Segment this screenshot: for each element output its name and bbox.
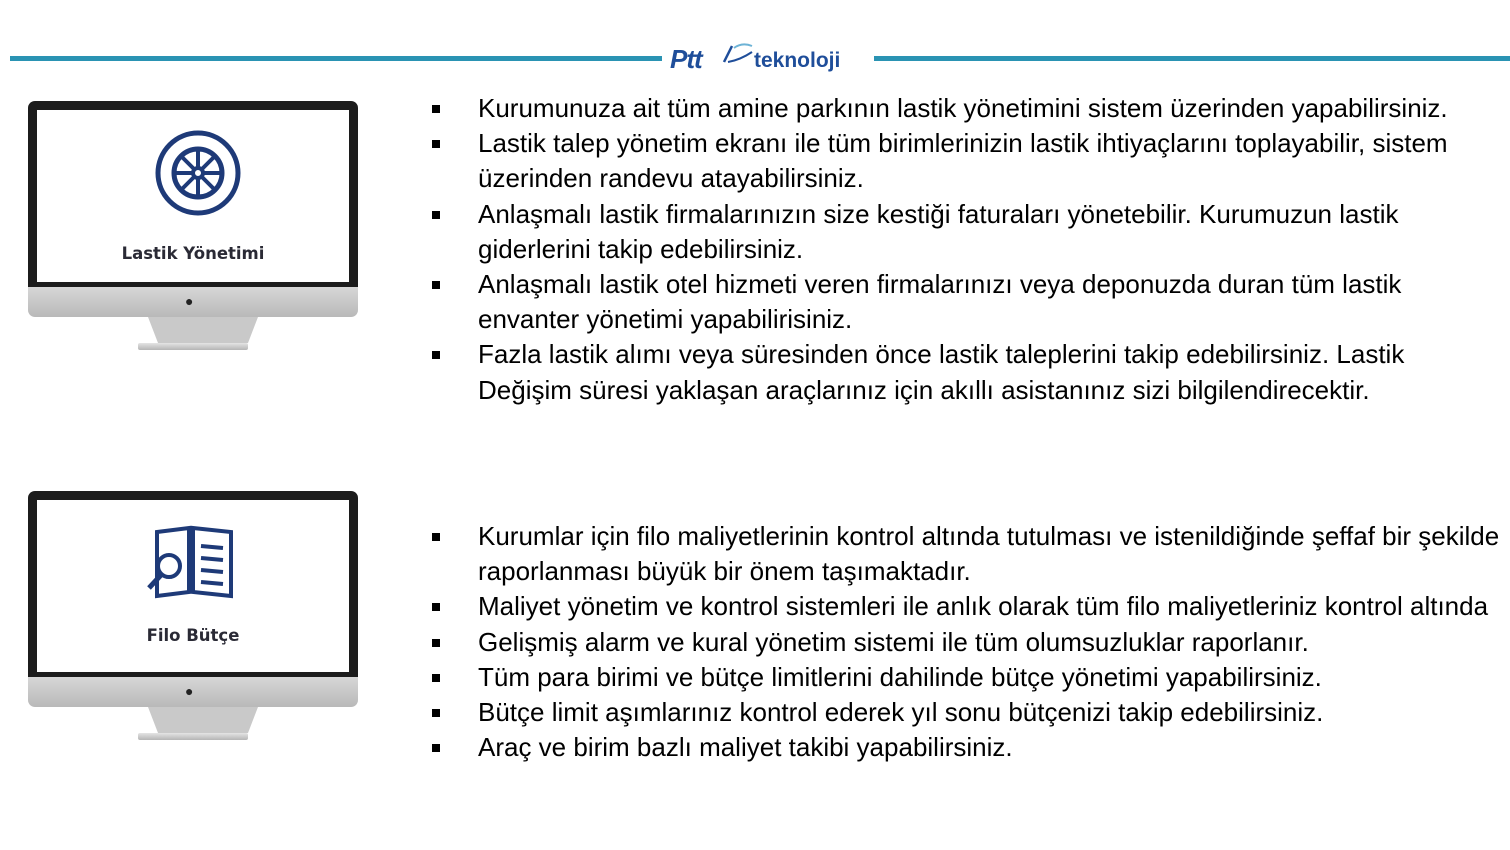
bullet-square-icon [432, 639, 440, 647]
module-label-budget: Filo Bütçe [146, 626, 240, 645]
budget-feature-list [430, 519, 1505, 765]
apple-logo-icon: ● [185, 293, 194, 309]
list-item: Kurumlar için filo maliyetlerinin kontrol altında tutulması ve istenildiğinde şeffaf bir şekilde raporlanması büyük bir önem taşımaktadır. [430, 519, 1505, 589]
list-item: Maliyet yönetim ve kontrol sistemleri ile anlık olarak tüm filo maliyetleriniz kontrol altında [430, 589, 1505, 624]
logo-swoosh-icon [718, 40, 758, 70]
bullet-square-icon [432, 674, 440, 682]
tire-wheel-icon [153, 128, 243, 218]
header-rule-left [10, 56, 662, 61]
monitor-fleet-budget [28, 491, 360, 741]
monitor-stand [148, 707, 258, 733]
list-item: Araç ve birim bazlı maliyet takibi yapabilirsiniz. [430, 730, 1505, 765]
module-label-tire: Lastik Yönetimi [121, 244, 265, 263]
monitor-screen [37, 500, 349, 672]
bullet-square-icon [432, 709, 440, 717]
list-item: Gelişmiş alarm ve kural yönetim sistemi ile tüm olumsuzluklar raporlanır. [430, 625, 1505, 660]
logo-ptt-text: Ptt [670, 44, 702, 74]
tire-feature-list [430, 91, 1505, 408]
document-search-icon [143, 522, 239, 602]
monitor-tire-management [28, 101, 360, 351]
bullet-square-icon [432, 351, 440, 359]
list-item: Tüm para birimi ve bütçe limitlerini dahilinde bütçe yönetimi yapabilirsiniz. [430, 660, 1505, 695]
bullet-square-icon [432, 140, 440, 148]
monitor-screen [37, 110, 349, 282]
monitor-base [138, 343, 248, 350]
apple-logo-icon: ● [185, 683, 194, 699]
logo-teknoloji-text: teknoloji [754, 49, 841, 72]
header-rule-right [874, 56, 1510, 61]
monitor-stand [148, 317, 258, 343]
list-item: Bütçe limit aşımlarınız kontrol ederek yıl sonu bütçenizi takip edebilirsiniz. [430, 695, 1505, 730]
monitor-base [138, 733, 248, 740]
list-item: Anlaşmalı lastik firmalarınızın size kestiği faturaları yönetebilir. Kurumuzun lastik giderlerini takip edebilirsiniz. [430, 197, 1505, 267]
list-item: Anlaşmalı lastik otel hizmeti veren firmalarınızı veya deponuzda duran tüm lastik envanter yönetimi yapabilirisiniz. [430, 267, 1505, 337]
bullet-square-icon [432, 105, 440, 113]
bullet-square-icon [432, 211, 440, 219]
ptt-teknoloji-logo [668, 38, 868, 78]
bullet-square-icon [432, 603, 440, 611]
bullet-square-icon [432, 281, 440, 289]
list-item: Fazla lastik alımı veya süresinden önce lastik taleplerini takip edebilirsiniz. Lastik Değişim süresi yaklaşan araçlarınız için akıllı asistanınız sizi bilgilendirecektir. [430, 337, 1505, 407]
list-item: Kurumunuza ait tüm amine parkının lastik yönetimini sistem üzerinden yapabilirsiniz. [430, 91, 1505, 126]
list-item: Lastik talep yönetim ekranı ile tüm birimlerinizin lastik ihtiyaçlarını toplayabilir, sistem üzerinden randevu atayabilirsiniz. [430, 126, 1505, 196]
bullet-square-icon [432, 533, 440, 541]
bullet-square-icon [432, 744, 440, 752]
